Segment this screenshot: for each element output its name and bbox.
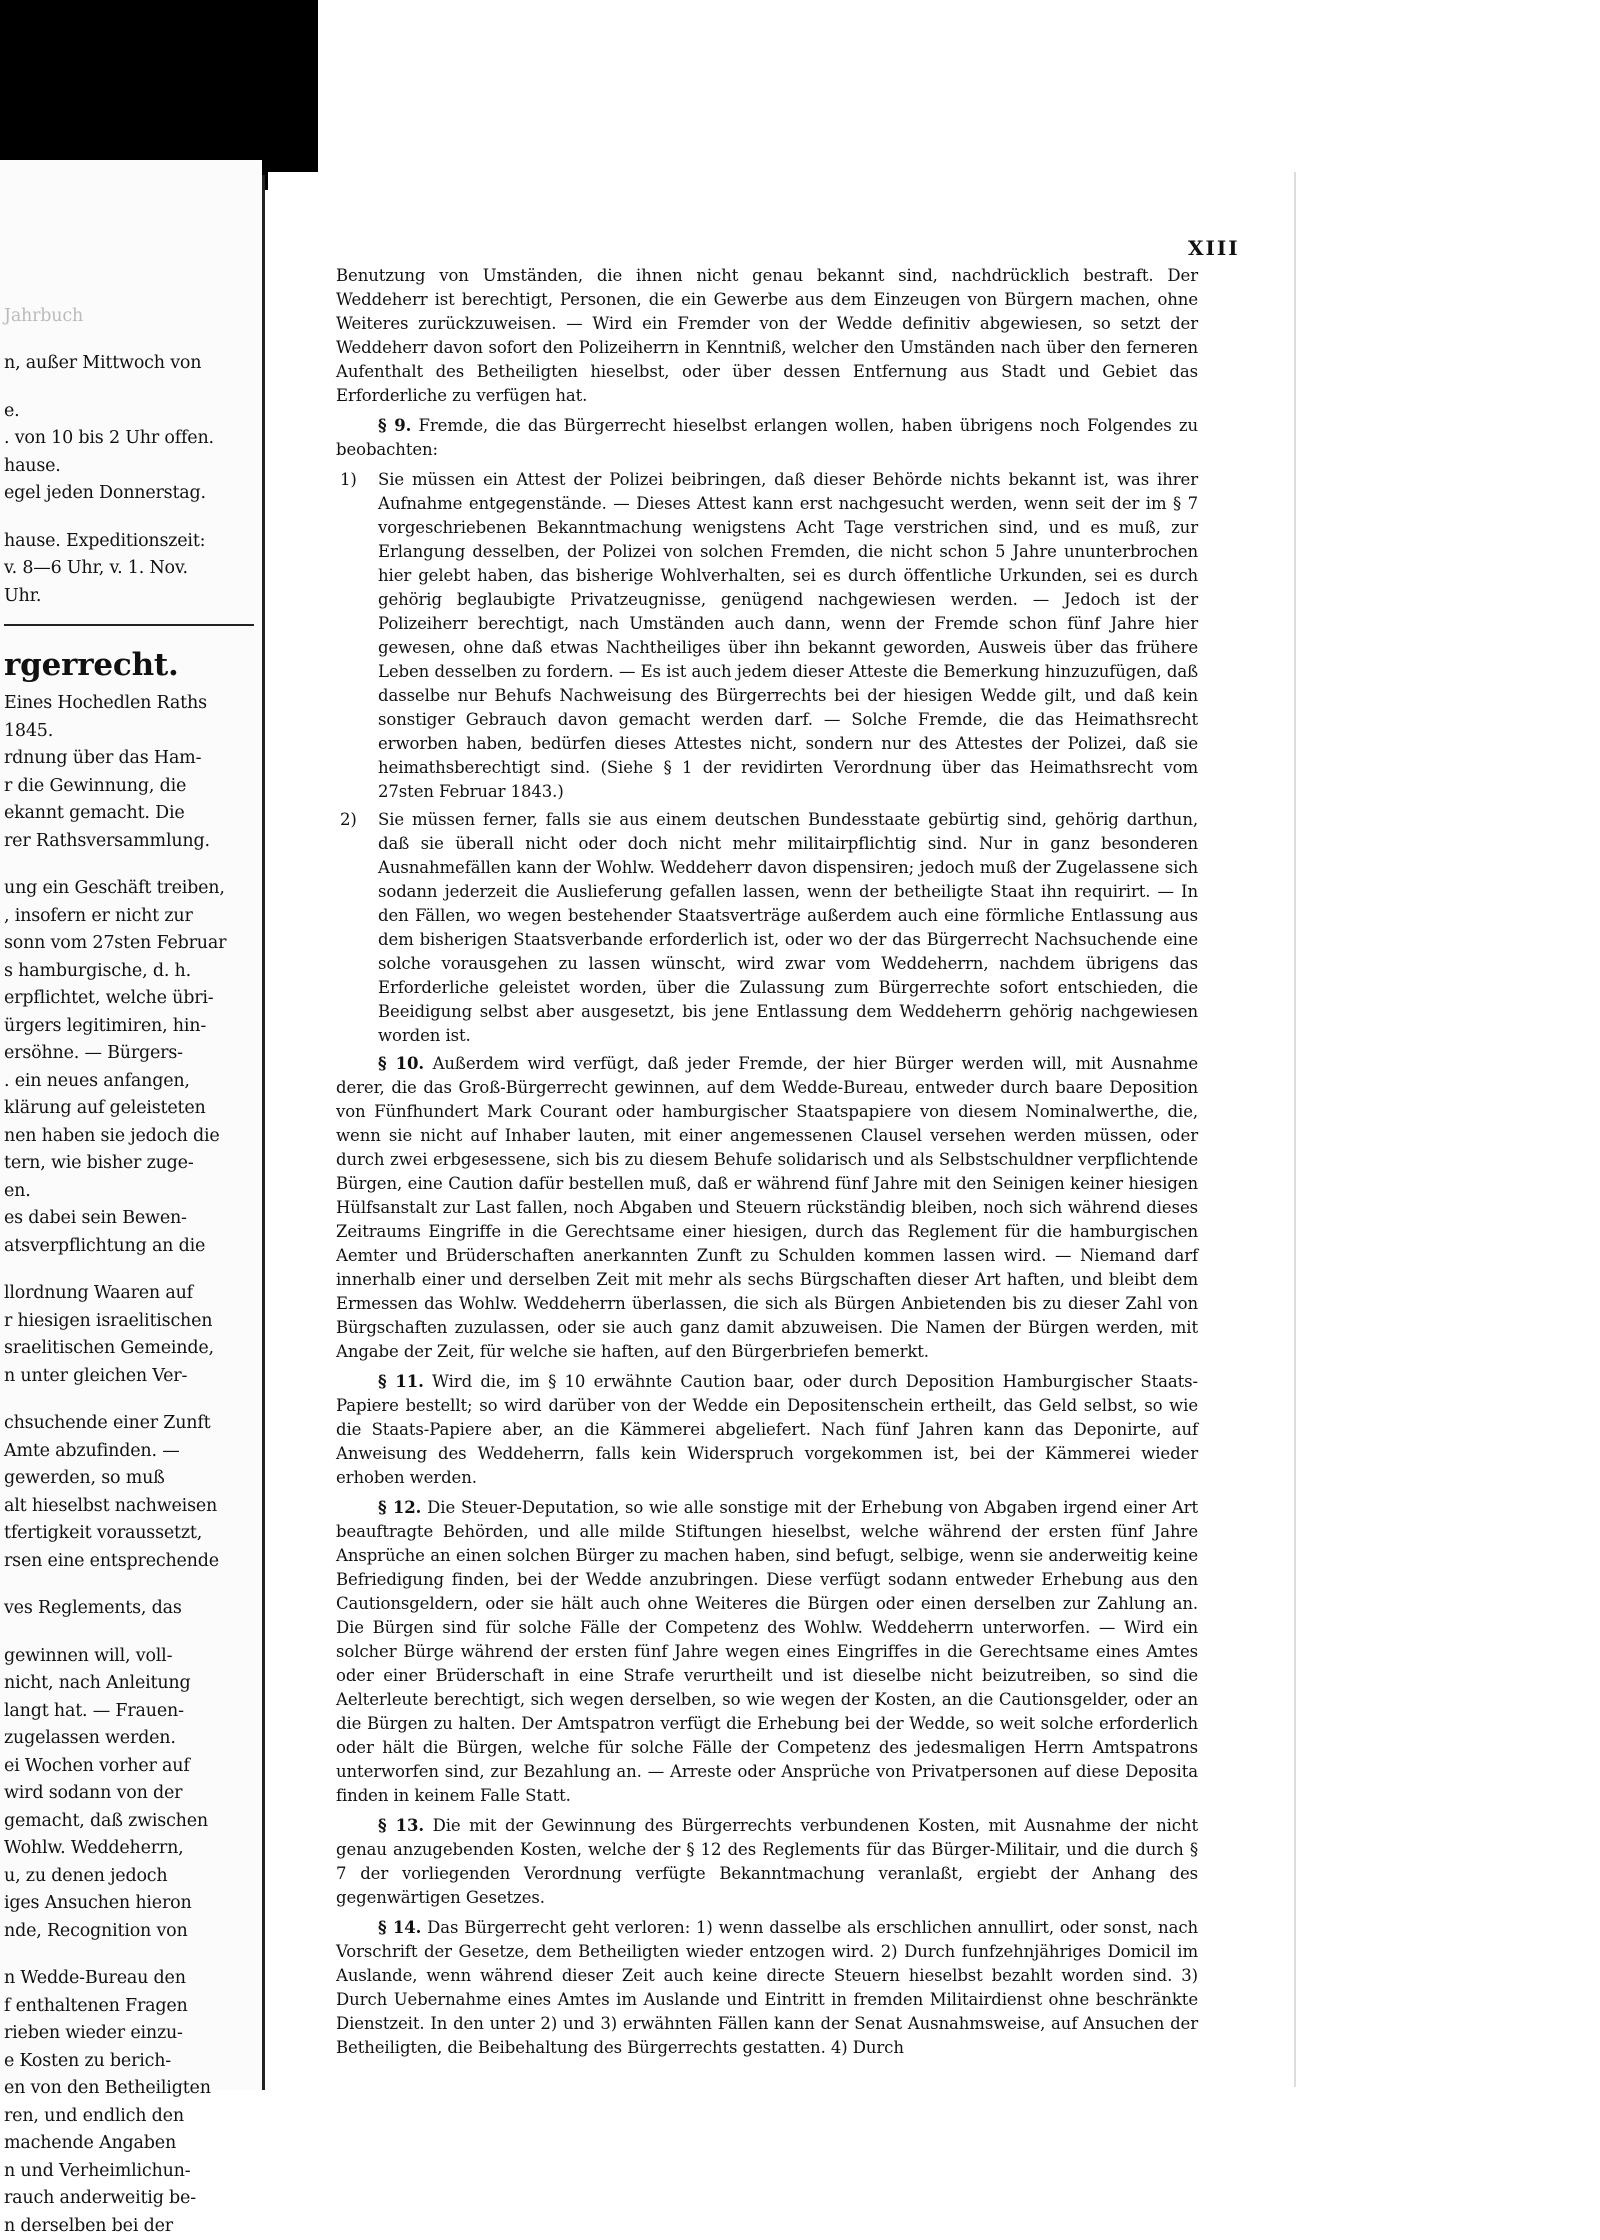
left-page-line bbox=[4, 330, 254, 350]
left-page-line bbox=[4, 1260, 254, 1280]
left-page-line: atsverpflichtung an die bbox=[4, 1233, 254, 1261]
left-page-line: ren, und endlich den bbox=[4, 2103, 254, 2131]
section-13-text: Die mit der Gewinnung des Bürgerrechts verbundenen Kosten, mit Ausnahme der nicht genau anzugebenden Kosten, welche der § 12 des Reglements für das Bürger-Militair, und die durch § 7 der vorliegenden Verordnung verfügte Bekanntmachung veranlaßt, ergiebt der Anhang des gegenwärtigen Gesetzes. bbox=[336, 1816, 1198, 1907]
left-page-line: ersöhne. — Bürgers- bbox=[4, 1040, 254, 1068]
left-page-line: . von 10 bis 2 Uhr offen. bbox=[4, 425, 254, 453]
left-page-line: n unter gleichen Ver- bbox=[4, 1363, 254, 1391]
left-page-line: Jahrbuch bbox=[4, 303, 254, 331]
left-page-line: ung ein Geschäft treiben, bbox=[4, 875, 254, 903]
section-9-item-1 bbox=[336, 468, 1198, 804]
left-page-line: sraelitischen Gemeinde, bbox=[4, 1335, 254, 1363]
section-10-text: Außerdem wird verfügt, daß jeder Fremde, der hier Bürger werden will, mit Ausnahme derer, die das Groß-Bürgerrecht gewinnen, auf dem Wedde-Bureau, entweder durch baare Deposition von Fünfhundert Mark Courant oder hamburgischer Staatspapiere von diesem Nominalwerthe, die, wenn sie nicht auf Inhaber lauten, mit einer angemessenen Clausel versehen werden müssen, oder durch zwei erbgesessene, sich bis zu diesem Behufe solidarisch und als Selbstschuldner verpflichtende Bürgen, eine Caution dafür bestellen muß, daß er während fünf Jahre mit den Seinigen keiner hiesigen Hülfsanstalt zur Last fallen, noch Abgaben und Steuern rückständig bleiben, noch sich während dieses Zeitraums Eingriffe in die Gerechtsame einer hiesigen, durch das Reglement für die hamburgischen Aemter und Brüderschaften anerkannten Zunft zu Schulden kommen lassen wird. — Niemand darf innerhalb einer und derselben Zeit mit mehr als sechs Bürgschaften dieser Art haften, und bleibt dem Ermessen das Wohlw. Weddeherrn überlassen, die sich als Bürgen Anbietenden bis zu dieser Zahl von Bürgschaften zuzulassen, oder sie auch ganz damit abzuweisen. Die Namen der Bürgen werden, mit Angabe der Zeit, für welche sie haften, auf den Bürgerbriefen bemerkt. bbox=[336, 1054, 1198, 1361]
left-page-line: n und Verheimlichun- bbox=[4, 2158, 254, 2186]
page-gutter bbox=[262, 175, 265, 2090]
left-page-line: r hiesigen israelitischen bbox=[4, 1308, 254, 1336]
left-page-line: n, außer Mittwoch von bbox=[4, 350, 254, 378]
section-12 bbox=[336, 1496, 1198, 1808]
left-page-line: erpflichtet, welche übri- bbox=[4, 985, 254, 1013]
left-page-line: 1845. bbox=[4, 718, 254, 746]
left-page-line: tfertigkeit voraussetzt, bbox=[4, 1520, 254, 1548]
left-page-line: iges Ansuchen hieron bbox=[4, 1890, 254, 1918]
left-page-fragment bbox=[0, 160, 262, 2090]
section-11-text: Wird die, im § 10 erwähnte Caution baar, oder durch Deposition Hamburgischer Staats-Papiere bestellt; so wird darüber von der Wedde ein Depositenschein ertheilt, das Geld selbst, so wie die Staats-Papiere aber, an die Kämmerei abgeliefert. Nach fünf Jahren kann das Deponirte, auf Anweisung des Weddeherrn, falls kein Widerspruch vorgekommen ist, bei der Kämmerei wieder erhoben werden. bbox=[336, 1372, 1198, 1487]
left-page-line: chsuchende einer Zunft bbox=[4, 1410, 254, 1438]
left-page-line: en von den Betheiligten bbox=[4, 2075, 254, 2103]
left-page-line: hause. Expeditionszeit: bbox=[4, 528, 254, 556]
left-page-line: Wohlw. Weddeherrn, bbox=[4, 1835, 254, 1863]
section-13-heading: § 13. bbox=[378, 1816, 424, 1835]
left-page-line bbox=[4, 1623, 254, 1643]
left-page-line: gewerden, so muß bbox=[4, 1465, 254, 1493]
section-12-heading: § 12. bbox=[378, 1498, 421, 1517]
left-page-line: es dabei sein Bewen- bbox=[4, 1205, 254, 1233]
left-page-line: ves Reglements, das bbox=[4, 1595, 254, 1623]
left-page-line: rsen eine entsprechende bbox=[4, 1548, 254, 1576]
left-page-line: wird sodann von der bbox=[4, 1780, 254, 1808]
left-page-line: nen haben sie jedoch die bbox=[4, 1123, 254, 1151]
left-page-line: . ein neues anfangen, bbox=[4, 1068, 254, 1096]
section-11-heading: § 11. bbox=[378, 1372, 424, 1391]
item-text: Sie müssen ferner, falls sie aus einem deutschen Bundesstaate gebürtig sind, gehörig darthun, daß sie überall nicht oder doch nicht mehr militairpflichtig sind. Nur in ganz besonderen Ausnahmefällen kann der Wohlw. Weddeherr davon dispensiren; jedoch muß der Zugelassene sich sodann jederzeit die Auslieferung gefallen lassen, wenn der betheiligte Staat ihn requirirt. — In den Fällen, wo wegen bestehender Staatsverträge außerdem auch eine förmliche Entlassung aus dem bisherigen Staatsverbande erforderlich ist, oder wo der das Bürgerrecht Nachsuchende eine solche vorausgehen zu lassen wünscht, wird zwar vom Weddeherrn, nachdem übrigens das Erforderliche geleistet worden, über die Zulassung zum Bürgerrechte sofort entschieden, die Beeidigung selbst aber ausgesetzt, bis jene Entlassung dem Weddeherrn gehörig nachgewiesen worden ist. bbox=[378, 810, 1198, 1045]
left-page-line: rauch anderweitig be- bbox=[4, 2185, 254, 2213]
left-page-line: alt hieselbst nachweisen bbox=[4, 1493, 254, 1521]
section-10-heading: § 10. bbox=[378, 1054, 424, 1073]
paragraph-intro: Benutzung von Umständen, die ihnen nicht genau bekannt sind, nachdrücklich bestraft. Der Weddeherr ist berechtigt, Personen, die ein Gewerbe aus dem Einzeugen von Bürgern machen, ohne Weiteres zurückzuweisen. — Wird ein Fremder von der Wedde definitiv abgewiesen, so setzt der Weddeherr davon sofort den Polizeiherrn in Kenntniß, welcher den Umständen nach über den ferneren Aufenthalt des Betheiligten hieselbst, oder über dessen Entfernung aus Stadt und Gebiet das Erforderliche zu verfügen hat. bbox=[336, 264, 1198, 408]
left-page-line bbox=[4, 1390, 254, 1410]
left-page-line: , insofern er nicht zur bbox=[4, 903, 254, 931]
left-page-line: Eines Hochedlen Raths bbox=[4, 690, 254, 718]
left-page-line: u, zu denen jedoch bbox=[4, 1863, 254, 1891]
section-13 bbox=[336, 1814, 1198, 1910]
page-number: XIII bbox=[1188, 236, 1240, 260]
section-9-item-2 bbox=[336, 808, 1198, 1048]
left-page-line bbox=[4, 610, 254, 640]
left-page-line bbox=[4, 855, 254, 875]
left-page-line: machende Angaben bbox=[4, 2130, 254, 2158]
left-page-line: rdnung über das Ham- bbox=[4, 745, 254, 773]
left-page-line: f enthaltenen Fragen bbox=[4, 1993, 254, 2021]
left-page-line: tern, wie bisher zuge- bbox=[4, 1150, 254, 1178]
left-page-line: nicht, nach Anleitung bbox=[4, 1670, 254, 1698]
left-page-line: r die Gewinnung, die bbox=[4, 773, 254, 801]
section-14-text: Das Bürgerrecht geht verloren: 1) wenn dasselbe als erschlichen annullirt, oder sonst, nach Vorschrift der Gesetze, dem Betheiligten wieder entzogen wird. 2) Durch funfzehnjähriges Domicil im Auslande, wenn während dieser Zeit auch keine directe Steuern hieselbst bezahlt worden sind. 3) Durch Uebernahme eines Amtes im Auslande und Eintritt in fremden Militairdienst ohne beschränkte Dienstzeit. In den unter 2) und 3) erwähnten Fällen kann der Senat Ausnahmsweise, auf Ansuchen der Betheiligten, die Beibehaltung des Bürgerrechts gestatten. 4) Durch bbox=[336, 1918, 1198, 2057]
section-14 bbox=[336, 1916, 1198, 2060]
left-page-line: hause. bbox=[4, 453, 254, 481]
left-page-line: n derselben bei der bbox=[4, 2213, 254, 2240]
left-page-line: rgerrecht. bbox=[4, 640, 254, 690]
item-number: 1) bbox=[340, 468, 357, 492]
left-page-line: en. bbox=[4, 1178, 254, 1206]
left-page-line: rer Rathsversammlung. bbox=[4, 828, 254, 856]
left-page-line: zugelassen werden. bbox=[4, 1725, 254, 1753]
section-10 bbox=[336, 1052, 1198, 1364]
left-page-line: Amte abzufinden. — bbox=[4, 1438, 254, 1466]
left-page-line: gemacht, daß zwischen bbox=[4, 1808, 254, 1836]
left-page-line: rieben wieder einzu- bbox=[4, 2020, 254, 2048]
left-page-line: gewinnen will, voll- bbox=[4, 1643, 254, 1671]
left-page-line: Uhr. bbox=[4, 583, 254, 611]
left-page-line bbox=[4, 275, 254, 303]
right-page bbox=[268, 172, 1296, 2087]
item-number: 2) bbox=[340, 808, 357, 832]
left-page-line: ekannt gemacht. Die bbox=[4, 800, 254, 828]
left-page-line: sonn vom 27sten Februar bbox=[4, 930, 254, 958]
left-page-line: ürgers legitimiren, hin- bbox=[4, 1013, 254, 1041]
left-page-line: langt hat. — Frauen- bbox=[4, 1698, 254, 1726]
left-page-line: llordnung Waaren auf bbox=[4, 1280, 254, 1308]
section-14-heading: § 14. bbox=[378, 1918, 421, 1937]
left-page-lines bbox=[4, 275, 254, 2240]
item-text: Sie müssen ein Attest der Polizei beibringen, daß dieser Behörde nichts bekannt ist, was ihrer Aufnahme entgegenstände. — Dieses Attest kann erst nachgesucht werden, wenn seit der im § 7 vorgeschriebenen Bekanntmachung wenigstens Acht Tage verstrichen sind, und es muß, zur Erlangung desselben, der Polizei von solchen Fremden, die nicht schon 5 Jahre ununterbrochen hier gelebt haben, das bisherige Wohlverhalten, sei es durch öffentliche Urkunden, sei es durch gehörig beglaubigte Privatzeugnisse, genügend nachgewiesen werden. — Jedoch ist der Polizeiherr berechtigt, nach Umständen auch dann, wenn der Fremde schon fünf Jahre hier gewesen, ohne daß etwas Nachtheiliges über ihn bekannt geworden, Ausweis über das frühere Leben desselben zu fordern. — Es ist auch jedem dieser Atteste die Bemerkung hinzuzufügen, daß dasselbe nur Behufs Nachweisung des Bürgerrechts bei der hiesigen Wedde gilt, und daß kein sonstiger Gebrauch davon gemacht werden darf. — Solche Fremde, die das Heimathsrecht erworben haben, bedürfen dieses Attestes nicht, sondern nur des Attestes der Polizei, daß sie heimathsberechtigt sind. (Siehe § 1 der revidirten Verordnung über das Heimathsrecht vom 27sten Februar 1843.) bbox=[378, 470, 1198, 801]
left-page-line bbox=[4, 378, 254, 398]
section-12-text: Die Steuer-Deputation, so wie alle sonstige mit der Erhebung von Abgaben irgend einer Art beauftragte Behörden, und alle milde Stiftungen hieselbst, welche während der ersten fünf Jahre Ansprüche an einen solchen Bürger zu machen haben, sind befugt, selbige, wenn sie anderweitig keine Befriedigung finden, bei der Wedde anzubringen. Diese verfügt sodann entweder Erhebung aus den Cautionsgeldern, oder sie hält auch ohne Weiteres die Bürgen oder einen derselben zur Zahlung an. Die Bürgen sind für solche Fälle der Competenz des Wohlw. Weddeherrn unterworfen. — Wird ein solcher Bürge während der ersten fünf Jahre wegen eines Eingriffes in die Gerechtsame eines Amtes oder einer Brüderschaft in eine Strafe verurtheilt und ist dieselbe nicht beizutreiben, so sind die Aelterleute berechtigt, sich wegen derselben, so wie wegen der Kosten, an die Cautionsgelder, oder an die Bürgen zu halten. Der Amtspatron verfügt die Erhebung bei der Wedde, so weit solche erforderlich oder hält die Bürgen, welche für solche Fälle der Competenz des jedesmaligen Herrn Amtspatrons unterworfen sind, zur Bezahlung an. — Arreste oder Ansprüche von Privatpersonen auf diese Deposita finden in keinem Falle Statt. bbox=[336, 1498, 1198, 1805]
section-9-text: Fremde, die das Bürgerrecht hieselbst erlangen wollen, haben übrigens noch Folgendes zu beobachten: bbox=[336, 416, 1198, 459]
left-page-line: klärung auf geleisteten bbox=[4, 1095, 254, 1123]
left-page-line: ei Wochen vorher auf bbox=[4, 1753, 254, 1781]
left-page-line bbox=[4, 1575, 254, 1595]
left-page-line bbox=[4, 508, 254, 528]
left-page-line: egel jeden Donnerstag. bbox=[4, 480, 254, 508]
left-page-line bbox=[4, 1945, 254, 1965]
section-9-intro bbox=[336, 414, 1198, 462]
page-body bbox=[336, 264, 1198, 2066]
left-page-line: s hamburgische, d. h. bbox=[4, 958, 254, 986]
section-9-heading: § 9. bbox=[378, 416, 411, 435]
left-page-line: e Kosten zu berich- bbox=[4, 2048, 254, 2076]
left-page-line: e. bbox=[4, 398, 254, 426]
left-page-line: nde, Recognition von bbox=[4, 1918, 254, 1946]
left-page-line: v. 8—6 Uhr, v. 1. Nov. bbox=[4, 555, 254, 583]
section-11 bbox=[336, 1370, 1198, 1490]
left-page-line: n Wedde-Bureau den bbox=[4, 1965, 254, 1993]
